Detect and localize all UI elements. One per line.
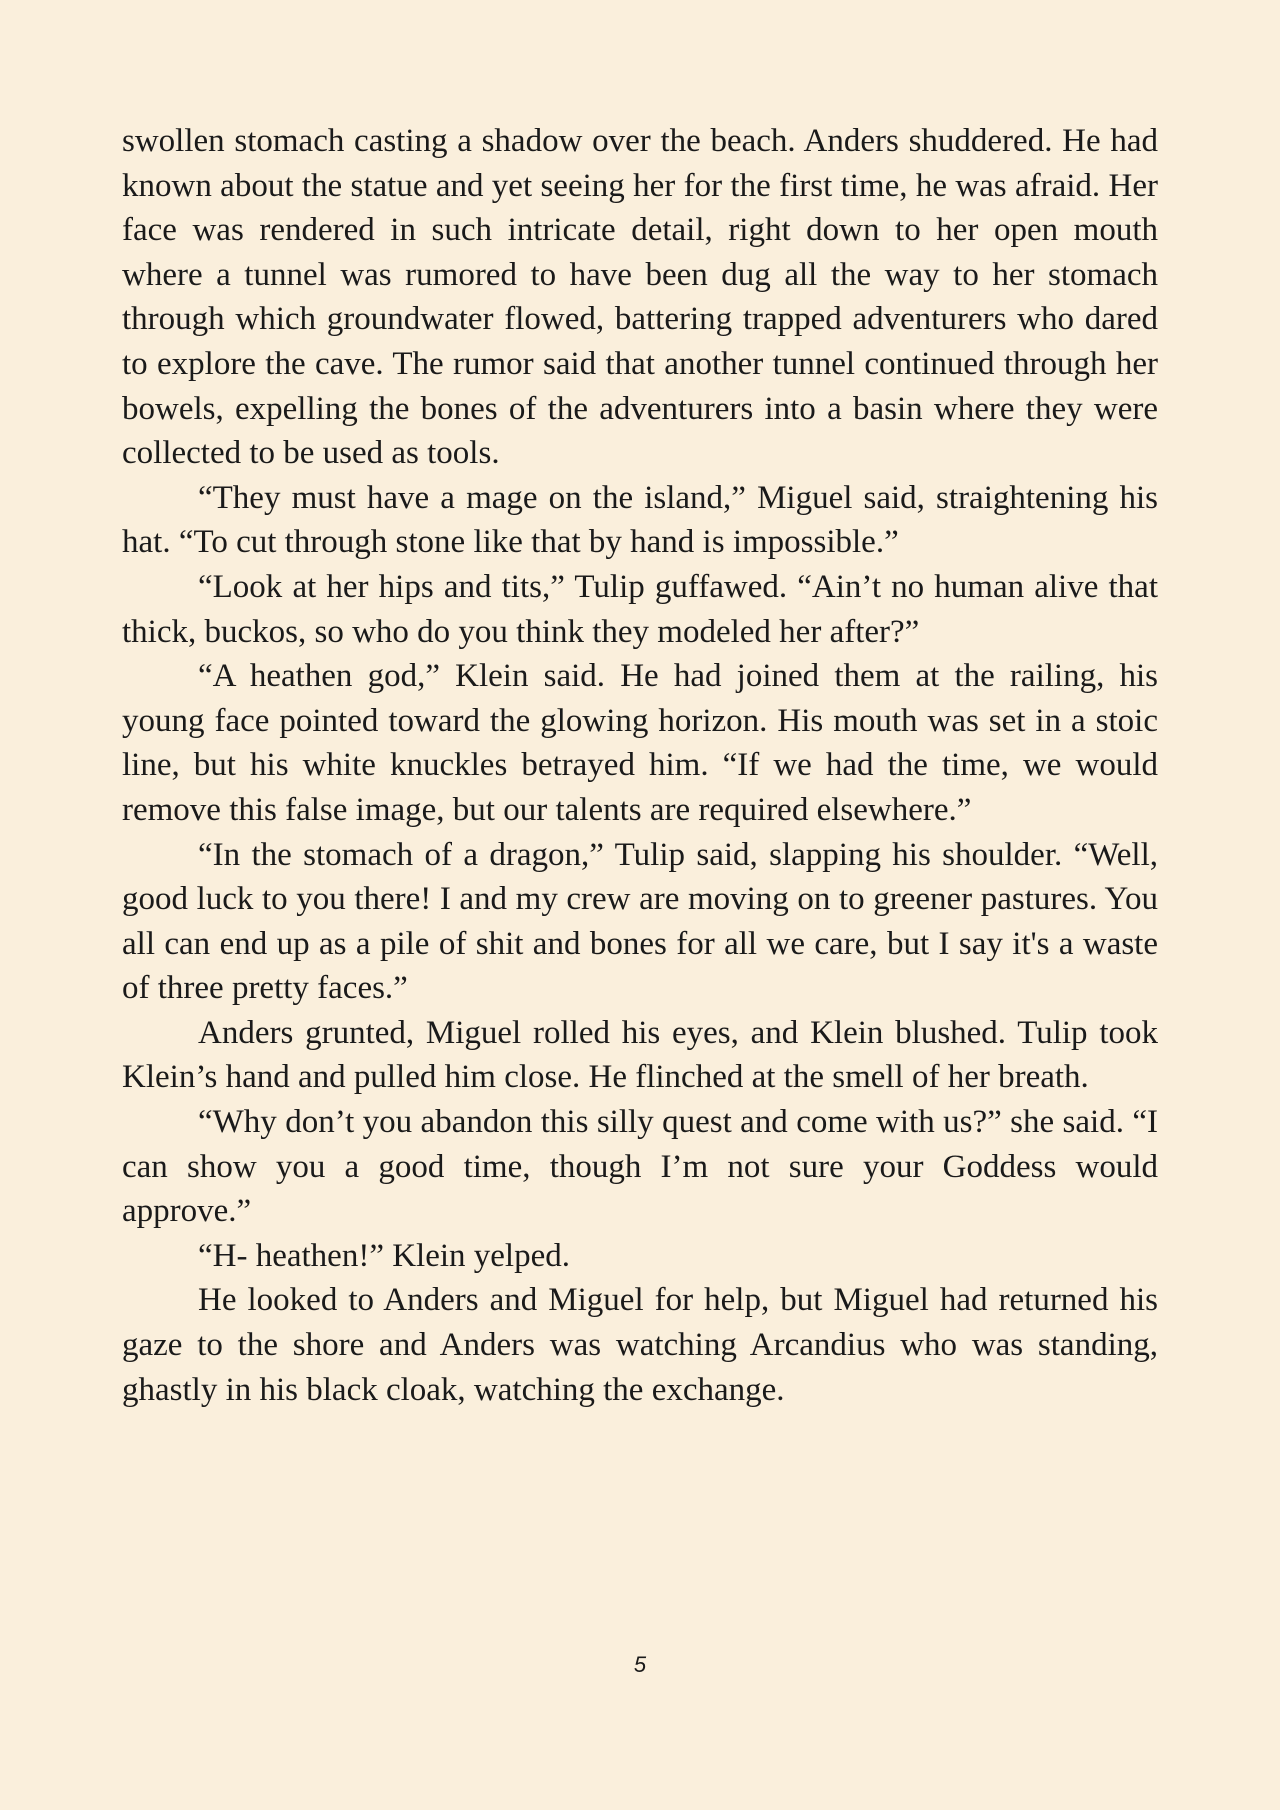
paragraph-arcandius: He looked to Anders and Miguel for help, but Miguel had returned his gaze to the shore and Anders was watching Arcandius who was standing, ghastly in his black cloak, watching the exchange. [122,1282,1158,1408]
paragraph-tulip-invitation: “Why don’t you abandon this silly quest and come with us?” she said. “I can show you a good time, though I’m not sure your Goddess would approve.” [122,1104,1158,1230]
body-text [122,119,1158,1412]
paragraph-tulip-dragon: “In the stomach of a dragon,” Tulip said, slapping his shoulder. “Well, good luck to you there! I and my crew are moving on to greener pastures. You all can end up as a pile of shit and bones for all we care, but I say it's a waste of three pretty faces.” [122,836,1158,1007]
paragraph-klein-yelp: “H- heathen!” Klein yelped. [198,1237,570,1274]
paragraph-reactions: Anders grunted, Miguel rolled his eyes, and Klein blushed. Tulip took Klein’s hand and pulled him close. He flinched at the smell of her breath. [122,1014,1158,1096]
paragraph-statue-description: swollen stomach casting a shadow over the beach. Anders shuddered. He had known about the statue and yet seeing her for the first time, he was afraid. Her face was rendered in such intricate detail, right down to her open mouth where a tunnel was rumored to have been dug all the way to her stomach through which groundwater flowed, battering trapped adventurers who dared to explore the cave. The rumor said that another tunnel continued through her bowels, expelling the bones of the adventurers into a basin where they were collected to be used as tools. [122,123,1158,472]
page-number: 5 [633,1652,647,1677]
paragraph-klein-heathen-god: “A heathen god,” Klein said. He had joined them at the railing, his young face pointed toward the glowing horizon. His mouth was set in a stoic line, but his white knuckles betrayed him. “If we had the time, we would remove this false image, but our talents are required elsewhere.” [122,658,1158,828]
paragraph-miguel-mage: “They must have a mage on the island,” Miguel said, straightening his hat. “To cut through stone like that by hand is impossible.” [122,479,1158,561]
paragraph-tulip-hips: “Look at her hips and tits,” Tulip guffawed. “Ain’t no human alive that thick, buckos, so who do you think they modeled her after?” [122,568,1158,650]
